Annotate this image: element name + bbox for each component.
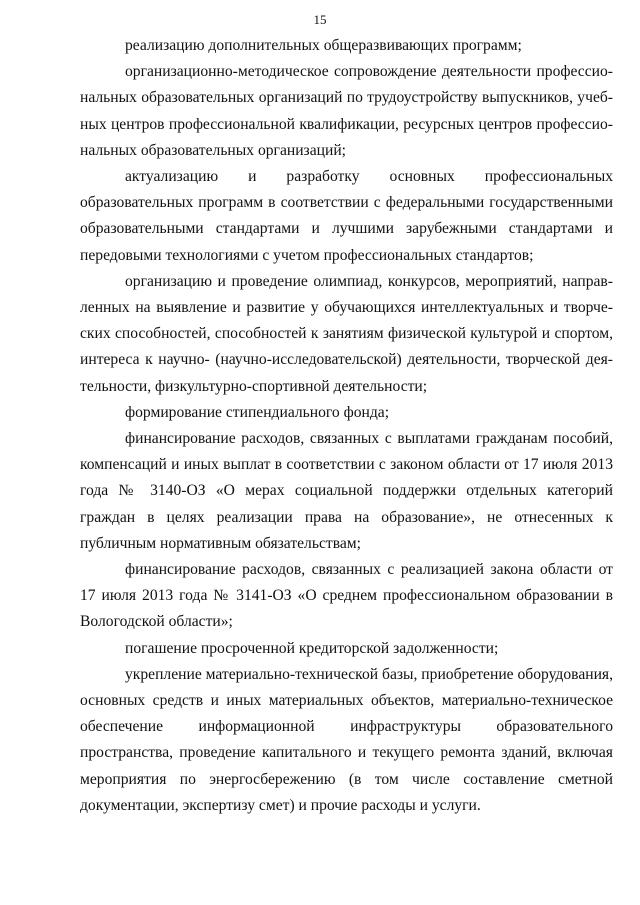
paragraph-material-base: укрепление материально-технической базы, приобретение оборудования, основных средств и иных материальных объектов, материально-техническое обеспечение информационной инфраструктуры образовательного пространства, проведение капитального и текущего ремонта зданий, включая мероприятия по энергосбережению (в том числе составление сметной документации, экспертизу смет) и прочие расходы и услуги. <box>80 665 613 814</box>
page-number: 15 <box>313 12 327 27</box>
paragraph-social-payments-financing: финансирование расходов, связанных с выплатами гражданам пособий, компенсаций и иных выплат в соответствии с законом области от 17 июля 2013 года № 3140-ОЗ «О мерах социальной поддержки отдельных категорий граждан в целях реализации права на образование», не отнесенных к публичным нормативным обязательствам; <box>80 430 613 552</box>
document-body <box>80 33 613 819</box>
paragraph-methodological-support: организационно-методическое сопровождение деятельности профессиональных образовательных организаций по трудоустройству выпускников, учебных центров профессиональной квалификации, ресурсных центров профессиональных образовательных организаций; <box>80 63 613 159</box>
paragraph-vocational-law-financing: финансирование расходов, связанных с реализацией закона области от 17 июля 2013 года № 3141-ОЗ «О среднем профессиональном образовании в Вологодской области»; <box>80 561 613 631</box>
paragraph-additional-programs: реализацию дополнительных общеразвивающих программ; <box>125 37 522 54</box>
paragraph-stipend-fund: формирование стипендиального фонда; <box>125 403 390 421</box>
paragraph-program-updating: актуализацию и разработку основных профессиональных образовательных программ в соответствии с федеральными государственными образовательными стандартами и лучшими зарубежными стандартами и передовыми технологиями с учетом профессиональных стандартов; <box>80 168 613 264</box>
paragraph-olympiads-contests: организацию и проведение олимпиад, конкурсов, мероприятий, направленных на выявление и развитие у обучающихся интеллектуальных и творческих способностей, способностей к занятиям физической культурой и спортом, интереса к научно- (научно-исследовательской) деятельности, творческой деятельности, физкультурно-спортивной деятельности; <box>80 272 613 395</box>
paragraph-overdue-debt: погашение просроченной кредиторской задолженности; <box>125 639 499 657</box>
